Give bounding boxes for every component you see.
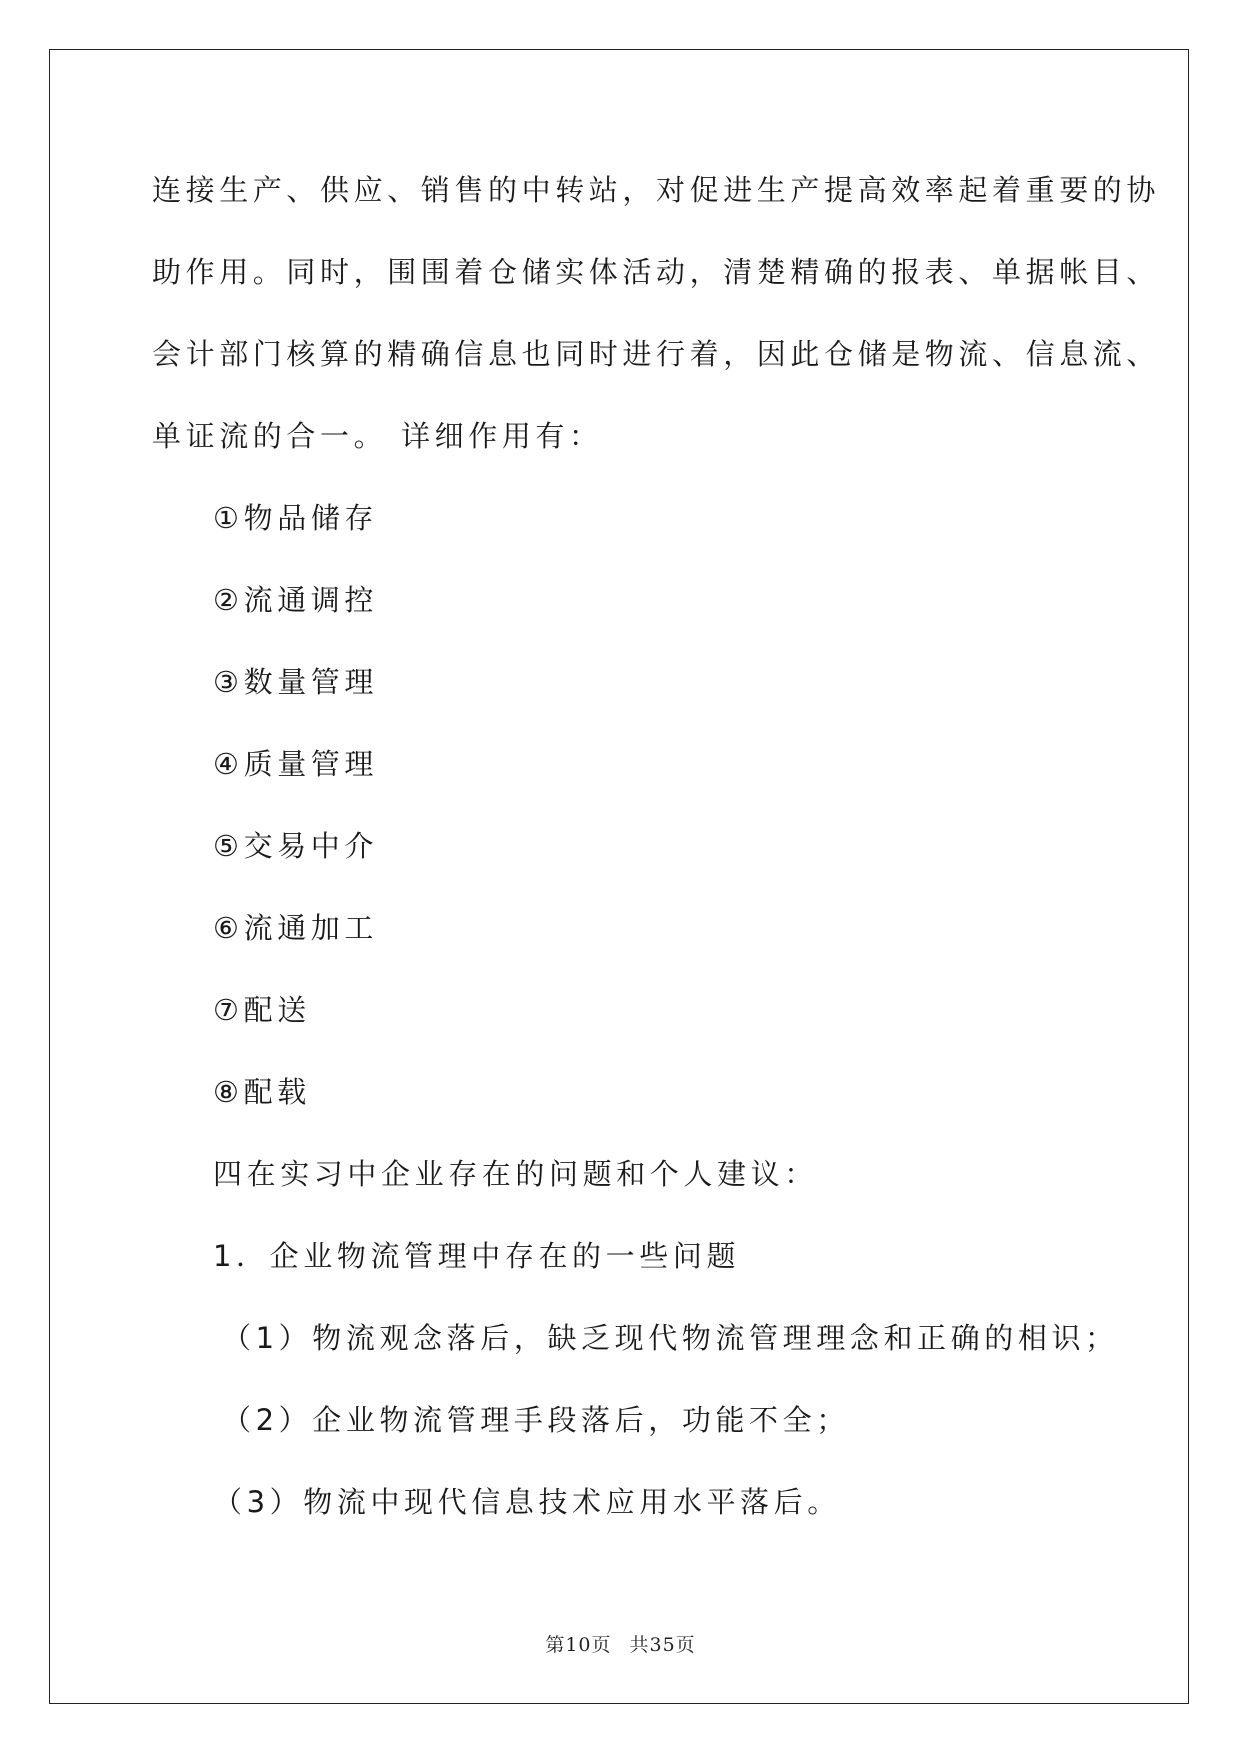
function-item: ③数量管理 (213, 665, 378, 699)
section-heading: 四在实习中企业存在的问题和个人建议： (213, 1157, 818, 1191)
page-border (49, 49, 1189, 1704)
function-item: ⑧配载 (213, 1075, 311, 1109)
paragraph-line: 单证流的合一。 详细作用有： (152, 419, 603, 453)
function-item: ⑦配送 (213, 993, 311, 1027)
page-footer (0, 1630, 1241, 1657)
function-item: ④质量管理 (213, 747, 378, 781)
function-item: ②流通调控 (213, 583, 378, 617)
paragraph-line: 连接生产、供应、销售的中转站，对促进生产提高效率起着重要的协 (152, 173, 1161, 207)
problem-item: （1）物流观念落后，缺乏现代物流管理理念和正确的相识； (222, 1321, 1119, 1355)
problem-item: （3）物流中现代信息技术应用水平落后。 (213, 1485, 841, 1519)
problem-item: （2）企业物流管理手段落后，功能不全； (222, 1403, 850, 1437)
page-total: 共35页 (629, 1634, 696, 1656)
page-number: 第10页 (545, 1634, 612, 1656)
function-item: ①物品储存 (213, 501, 378, 535)
paragraph-line: 助作用。同时，围围着仓储实体活动，清楚精确的报表、单据帐目、 (152, 255, 1161, 289)
function-item: ⑤交易中介 (213, 829, 378, 863)
paragraph-line: 会计部门核算的精确信息也同时进行着，因此仓储是物流、信息流、 (152, 337, 1161, 371)
subsection-heading: 1．企业物流管理中存在的一些问题 (213, 1239, 741, 1273)
function-item: ⑥流通加工 (213, 911, 378, 945)
